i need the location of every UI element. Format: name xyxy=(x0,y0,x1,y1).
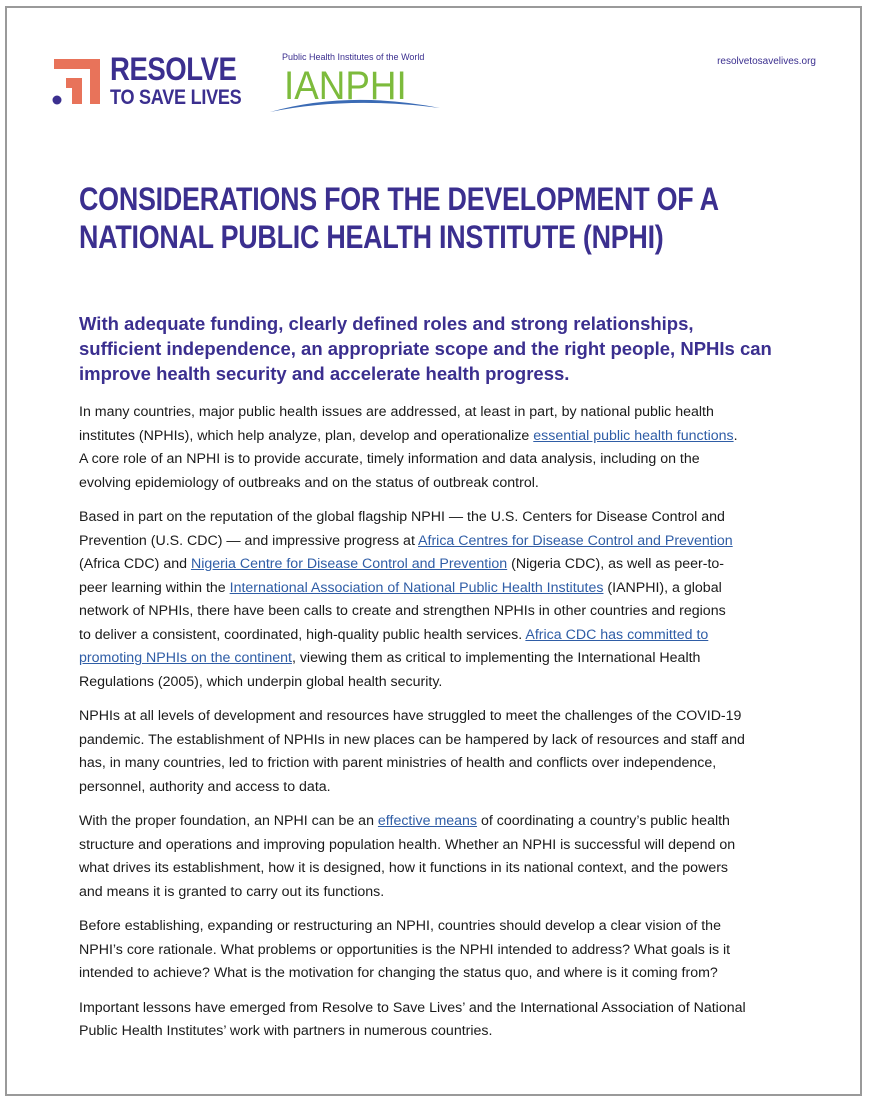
link-effective-means[interactable]: effective means xyxy=(377,813,478,829)
text-line: what drives its establishment, how it is designed, how it functions in its national context, and the powers xyxy=(79,860,729,876)
lead-paragraph xyxy=(79,311,799,386)
text-line: Important lessons have emerged from Resolve to Save Lives’ and the International Association of National xyxy=(79,999,746,1016)
text-line: intended to achieve? What is the motivation for changing the status quo, and where is it coming from? xyxy=(79,965,718,981)
text-line xyxy=(79,647,799,671)
body-text xyxy=(79,401,799,1055)
text-span: . xyxy=(733,427,738,444)
text-span: (Africa CDC) and xyxy=(79,556,191,572)
paragraph-5 xyxy=(79,915,799,986)
text-span: Prevention (U.S. CDC) — and impressive progress at xyxy=(79,532,419,549)
paragraph-4 xyxy=(79,810,799,904)
text-line: structure and operations and improving population health. Whether an NPHI is successful will depend on xyxy=(79,836,736,853)
text-span: (IANPHI), a global xyxy=(603,579,722,596)
link-africa-cdc-committed[interactable]: Africa CDC has committed to xyxy=(525,626,709,643)
text-line xyxy=(79,530,799,554)
text-line: evolving epidemiology of outbreaks and on the status of outbreak control. xyxy=(79,474,539,491)
text-span: peer learning within the xyxy=(79,579,230,596)
text-line: NPHIs at all levels of development and resources have struggled to meet the challenges of the COVID-19 xyxy=(79,708,742,724)
ianphi-wordmark: IANPHI xyxy=(284,64,407,108)
text-span: , viewing them as critical to implementing the International Health xyxy=(291,650,701,666)
link-africa-cdc[interactable]: Africa Centres for Disease Control and Prevention xyxy=(418,532,733,549)
rtsl-wordmark-line2: TO SAVE LIVES xyxy=(110,86,242,109)
text-line: Based in part on the reputation of the global flagship NPHI — the U.S. Centers for Disease Control and xyxy=(79,509,725,525)
paragraph-3 xyxy=(79,705,799,799)
site-url[interactable]: resolvetosavelives.org xyxy=(717,56,816,67)
rtsl-mark-icon xyxy=(52,56,104,108)
text-span: (Nigeria CDC), as well as peer-to- xyxy=(507,556,724,572)
link-essential-public-health-functions[interactable]: essential public health functions xyxy=(533,427,734,444)
text-line: Before establishing, expanding or restructuring an NPHI, countries should develop a clear vision of the xyxy=(79,918,721,934)
paragraph-1 xyxy=(79,401,799,495)
text-line xyxy=(79,425,799,449)
text-line: In many countries, major public health issues are addressed, at least in part, by national public health xyxy=(79,404,714,420)
paragraph-6 xyxy=(79,997,799,1044)
text-span: institutes (NPHIs), which help analyze, plan, develop and operationalize xyxy=(79,427,534,444)
paragraph-2 xyxy=(79,506,799,694)
text-line xyxy=(79,577,799,601)
ianphi-tagline: Public Health Institutes of the World xyxy=(282,52,425,62)
text-line: network of NPHIs, there have been calls to create and strengthen NPHIs in other countries and regions xyxy=(79,603,726,619)
lead-line-2: sufficient independence, an appropriate scope and the right people, NPHIs can xyxy=(79,338,772,359)
text-span: With the proper foundation, an NPHI can be an xyxy=(79,813,378,829)
text-line xyxy=(79,810,799,834)
ianphi-logo xyxy=(268,52,443,114)
text-line xyxy=(79,624,799,648)
text-span: of coordinating a country’s public health xyxy=(477,813,730,829)
title-line-2: NATIONAL PUBLIC HEALTH INSTITUTE (NPHI) xyxy=(79,219,664,255)
rtsl-logo xyxy=(52,51,242,110)
link-ianphi[interactable]: International Association of National Public Health Institutes xyxy=(229,579,604,596)
text-line: Regulations (2005), which underpin global health security. xyxy=(79,673,443,690)
text-line: pandemic. The establishment of NPHIs in new places can be hampered by lack of resources and staff and xyxy=(79,731,745,748)
text-span: to deliver a consistent, coordinated, high-quality public health services. xyxy=(79,626,526,643)
text-line: Public Health Institutes’ work with partners in numerous countries. xyxy=(79,1023,493,1039)
lead-line-1: With adequate funding, clearly defined roles and strong relationships, xyxy=(79,313,694,334)
text-line: and means it is granted to carry out its functions. xyxy=(79,883,385,900)
page-title xyxy=(79,180,719,256)
text-line xyxy=(79,553,799,577)
link-promoting-nphis[interactable]: promoting NPHIs on the continent xyxy=(79,650,292,666)
text-line: has, in many countries, led to friction with parent ministries of health and conflicts over independence, xyxy=(79,755,717,771)
swoosh-icon xyxy=(268,90,443,114)
link-nigeria-cdc[interactable]: Nigeria Centre for Disease Control and Prevention xyxy=(190,556,508,572)
lead-line-3: improve health security and accelerate health progress. xyxy=(79,363,570,384)
text-line: personnel, authority and access to data. xyxy=(79,778,331,795)
rtsl-wordmark xyxy=(110,53,263,108)
title-line-1: CONSIDERATIONS FOR THE DEVELOPMENT OF A xyxy=(79,181,719,217)
text-line: NPHI’s core rationale. What problems or opportunities is the NPHI intended to address? What goals is it xyxy=(79,941,731,958)
rtsl-wordmark-line1: RESOLVE xyxy=(110,51,237,87)
text-line: A core role of an NPHI is to provide accurate, timely information and data analysis, including on the xyxy=(79,451,700,467)
